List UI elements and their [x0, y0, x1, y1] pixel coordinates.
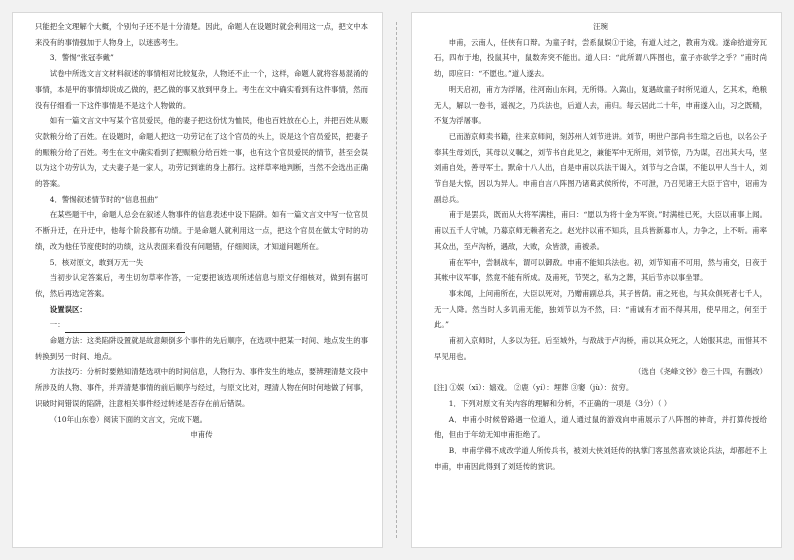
question-stem: 1．下列对原文有关内容的理解和分析，不正确的一项是（3分）（ ） — [448, 398, 672, 408]
fill-in-blank — [65, 324, 185, 333]
passage-paragraph: 甫初入京师时，人多以为狂。后至城外，与敌战于卢沟桥，甫以其众死之，人始服其忠，而惜其不早见用也。 — [434, 336, 767, 361]
paragraph: 命题方法：这类陷阱设置就是故意颠倒多个事件的先后顺序，在选项中把某一时间、地点发生的事转换到另一时间、地点。 — [35, 336, 368, 361]
source-citation: （选自《尧峰文钞》卷三十四，有删改） — [633, 367, 767, 377]
fill-in-line-row — [35, 317, 368, 333]
fill-in-prefix: 一： — [49, 320, 65, 330]
page-content — [35, 19, 368, 543]
passage-paragraph: 明天启初，甫方为浮屠，往河南山东间，无所得。入嵩山，复遇故童子时所见道人，乞其术，绝粮无人，解以一卷书，遥视之，乃兵法也，后道人去，甫归。每云居此二十年，申甫遂入山，习之既精，不复为浮屠事。 — [434, 84, 767, 126]
document-page-right — [411, 12, 782, 548]
section-heading: 3．警惕“张冠李戴” — [49, 53, 114, 63]
document-page-left — [12, 12, 383, 548]
paragraph: 只能把全文理解个大概，个别句子还不是十分清楚。因此，命题人在设题时就会利用这一点，把文中本来没有的事情强加于人物身上，以迷惑考生。 — [35, 22, 368, 47]
page-gutter — [384, 12, 410, 548]
section-heading: 5．核对原文，敢到万无一失 — [49, 257, 144, 267]
paragraph: 方法技巧：分析时要熟知清楚选项中的时间信息，人物行为、事件发生的地点，要辨理清楚文段中所涉及的人物、事件，并弄清楚事情的前后顺序与经过，与原文比对，理清人物在何时何地做了何事，识破时间错误的陷阱，注意相关事件经过转述是否存在前后错误。 — [35, 367, 368, 408]
footnotes: [注] ①娱（xī）：嬉戏。 ②鹿（yí）：埋葬 ③窭（jù）：贫穷。 — [434, 383, 634, 393]
section-heading: 4．警惕叙述情节时的“信息扭曲” — [49, 194, 159, 204]
instruction: （10年山东卷）阅读下面的文言文，完成下题。 — [49, 414, 208, 424]
option-b: B．申甫学佛不成改学道人所传兵书，被刘大侠刘廷传的执掌门客虽然喜欢谈论兵法，却都赶不上申甫，申甫因此得到了刘廷传的赏识。 — [434, 445, 767, 471]
paragraph: 当初步认定答案后，考生切勿草率作答，一定要把该选项所述信息与原文仔细核对，做到有据可依，然后再选定答案。 — [35, 273, 368, 298]
passage-paragraph: 甫于是罢兵，既而从大将军满桂，甫曰：“愿以为将十金为军资。”时满桂已死，大臣以甫事上闻。甫以五千人守城，乃募京师无赖者充之。赵光抃以甫不知兵，且兵皆新募市人，力争之，上不听。甫率其众出，至卢沟桥，遇敌，大败，众皆溃，甫被杀。 — [434, 210, 767, 251]
passage-title: 申甫传 — [190, 430, 213, 440]
passage-paragraph: 已而游京师卖书籍，往来京师间，刻苏州人刘节进讲。刘节，明世户部尚书生瑄之后也，以名公子奉其生母刘氏，其母以义嘱之，刘节书自此见之，兼能军中无所用，刘节惊，乃为谋，召出其大马，坚刘甫自处，善寻军士。默命十八人出，自是申甫以兵法干谒入，刘节与之合谋，不能以甲人当十人，刘节自是大惊，因以为异人。申甫自言八阵图乃诸葛武侯所传，不可泄，乃召见诸王大臣于宫中，诏甫为副总兵。 — [434, 131, 767, 204]
passage-paragraph: 事未闻，上问甫所在，大臣以死对，乃赠甫副总兵，其子皆荫。甫之死也，与其众俱死者七千人，无一人降。然当时人多讥甫无能，独刘节以为不然，曰：“甫诚有才而不得其用，使早用之，何至于此。” — [434, 288, 767, 330]
binding-line — [396, 22, 397, 538]
paragraph: 试卷中所选文言文材料叙述的事情相对比较复杂，人物还不止一个，这样，命题人就将容易混淆的事情，本是甲的事情却说成乙做的，把乙做的事又放到甲身上。考生在文中确实看到有这件事情，然而没有仔细看一下这件事情是不是这个人物做的。 — [35, 69, 368, 110]
section-heading: 设置误区： — [49, 304, 87, 314]
page-content — [434, 19, 767, 543]
paragraph: 在某些题干中，命题人总会在叙述人物事件的信息表述中设下陷阱。如有一篇文言文中写一位官员不断升迁，在升迁中，他每个阶段都有功绩。于是命题人就利用这一点，把这个官员在做太守时的功绩，改为他任节度使时的功绩，这从表面来看没有问题错，仔细阅读，才知道问题所在。 — [35, 210, 368, 251]
author-name: 汪琬 — [593, 22, 608, 31]
passage-paragraph: 甫在军中，尝制战车，谓可以御敌。申甫不能知兵法也。初，刘节知甫不可用，然与甫交，日夜于其帐中议军事，然竟不能有所成。及甫死，节哭之，私为之葬，其后节亦以事坐罪。 — [434, 257, 767, 283]
passage-paragraph: 申甫，云南人，任侠有口辩。为童子时，尝系鼠娱①于途，有道人过之，教甫为戏。遂命拾道旁瓦石，四布于地，投鼠其中，鼠数奔突不能出。道人曰：“此所谓八阵图也，童子亦欲学之乎？”甫时尚幼，即应曰：“不愿也。”道人遂去。 — [434, 37, 767, 79]
paragraph: 如有一篇文言文中写某个官员爱民，他的妻子把这份忧为恤民，他也百姓放在心上，并把百姓从赈灾款粮分给了百姓。在设题时，命题人把这一功劳记在了这个官员的头上，说是这个官员爱民，把妻子的赈粮分给了百姓。考生在文中确实看到了把赈粮分给百姓一事，也有这个官员爱民的情节，甚至会误以为这个功劳认为，丈夫妻子是一家人，功劳记到谁的身上都行。这样草率地判断，当然不会选出正确的答案。 — [35, 116, 368, 189]
option-a: A．申甫小时候曾路遇一位道人，道人通过鼠的游戏向申甫展示了八阵图的神奇，并打算传授给他，但由于年幼无知申甫拒绝了。 — [434, 414, 767, 440]
